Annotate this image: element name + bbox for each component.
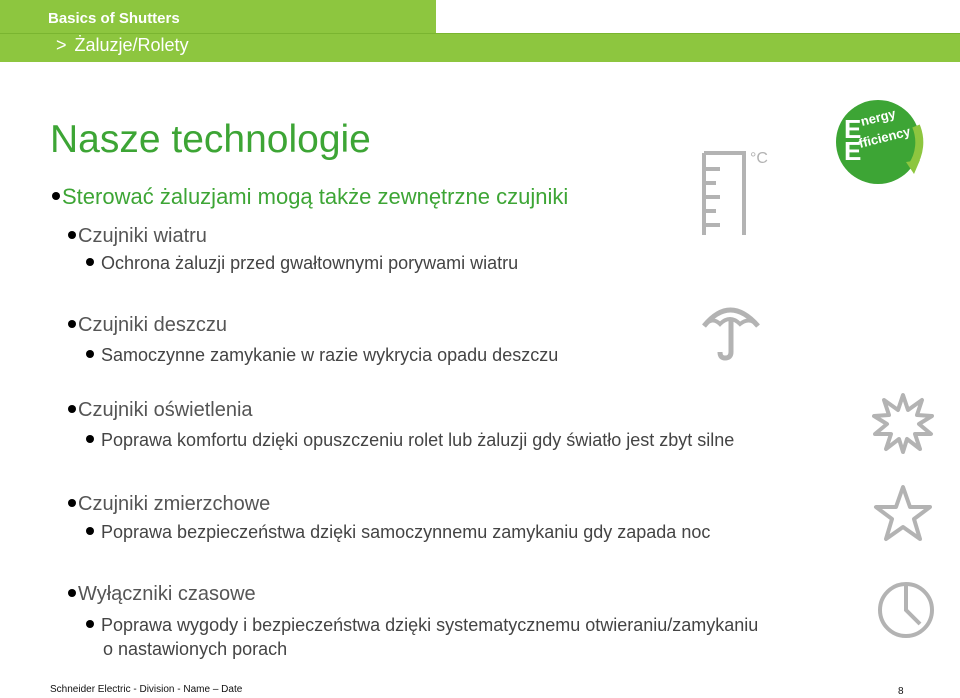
- bullet-text: Samoczynne zamykanie w razie wykrycia opadu deszczu: [101, 345, 559, 365]
- breadcrumb: [56, 35, 189, 56]
- badge-line1: nergy: [859, 105, 898, 129]
- bullet-dot: [86, 620, 94, 628]
- bullet-dot: [86, 527, 94, 535]
- bullet-text: Poprawa komfortu dzięki opuszczeniu rolet lub żaluzji gdy światło jest zbyt silne: [101, 430, 735, 450]
- energy-efficiency-badge: [832, 96, 932, 188]
- bullet-dot: [86, 435, 94, 443]
- chevron-right-icon: >: [56, 35, 67, 55]
- bullet-dot: [68, 405, 76, 413]
- bullet-text: Poprawa bezpieczeństwa dzięki samoczynnemu zamykaniu gdy zapada noc: [101, 522, 711, 542]
- bullet-text: Czujniki wiatru: [78, 225, 207, 247]
- bullet-light-detail: [86, 430, 734, 451]
- bullet-dot: [68, 499, 76, 507]
- bullet-wind-detail: [86, 253, 518, 274]
- header-bar: [0, 0, 960, 62]
- bullet-dusk-detail: [86, 522, 710, 543]
- bullet-dot: [68, 231, 76, 239]
- bullet-timer-detail-cont: o nastawionych porach: [103, 639, 288, 659]
- bullet-text: Czujniki deszczu: [78, 314, 227, 336]
- header-title: Basics of Shutters: [48, 10, 180, 27]
- star-icon: [872, 483, 934, 545]
- footer-text: Schneider Electric - Division - Name – Date: [50, 684, 243, 695]
- bullet-wind-heading: [68, 225, 207, 248]
- bullet-dot: [86, 258, 94, 266]
- bullet-dot: [52, 192, 60, 200]
- bullet-dot: [68, 589, 76, 597]
- bullet-intro: [52, 184, 568, 210]
- clock-icon: [874, 578, 938, 642]
- thermometer-icon: [698, 145, 778, 240]
- bullet-dusk-heading: [68, 493, 270, 516]
- sun-icon: [872, 392, 934, 454]
- breadcrumb-label: Żaluzje/Rolety: [74, 35, 189, 55]
- bullet-text: Ochrona żaluzji przed gwałtownymi porywami wiatru: [101, 253, 519, 273]
- page-title: Nasze technologie: [50, 118, 371, 161]
- bullet-text: Poprawa wygody i bezpieczeństwa dzięki systematycznemu otwieraniu/zamykaniu: [101, 615, 759, 635]
- bullet-dot: [68, 320, 76, 328]
- bullet-text: Wyłączniki czasowe: [78, 583, 256, 605]
- bullet-dot: [86, 350, 94, 358]
- badge-initial-bottom: E: [844, 136, 862, 166]
- bullet-timer-heading: [68, 583, 256, 606]
- umbrella-icon: [700, 298, 764, 362]
- bullet-rain-detail: [86, 345, 558, 366]
- bullet-timer-detail: [86, 615, 758, 636]
- page-number: 8: [898, 686, 904, 697]
- badge-line2: fficiency: [857, 123, 912, 151]
- bullet-light-heading: [68, 399, 253, 422]
- bullet-text: Sterować żaluzjami mogą także zewnętrzne czujniki: [62, 184, 569, 209]
- bullet-text: Czujniki oświetlenia: [78, 399, 253, 421]
- thermometer-unit: °C: [750, 150, 768, 167]
- bullet-text: Czujniki zmierzchowe: [78, 493, 271, 515]
- header-divider: [0, 33, 960, 34]
- bullet-rain-heading: [68, 314, 227, 337]
- badge-initial-top: E: [844, 114, 862, 144]
